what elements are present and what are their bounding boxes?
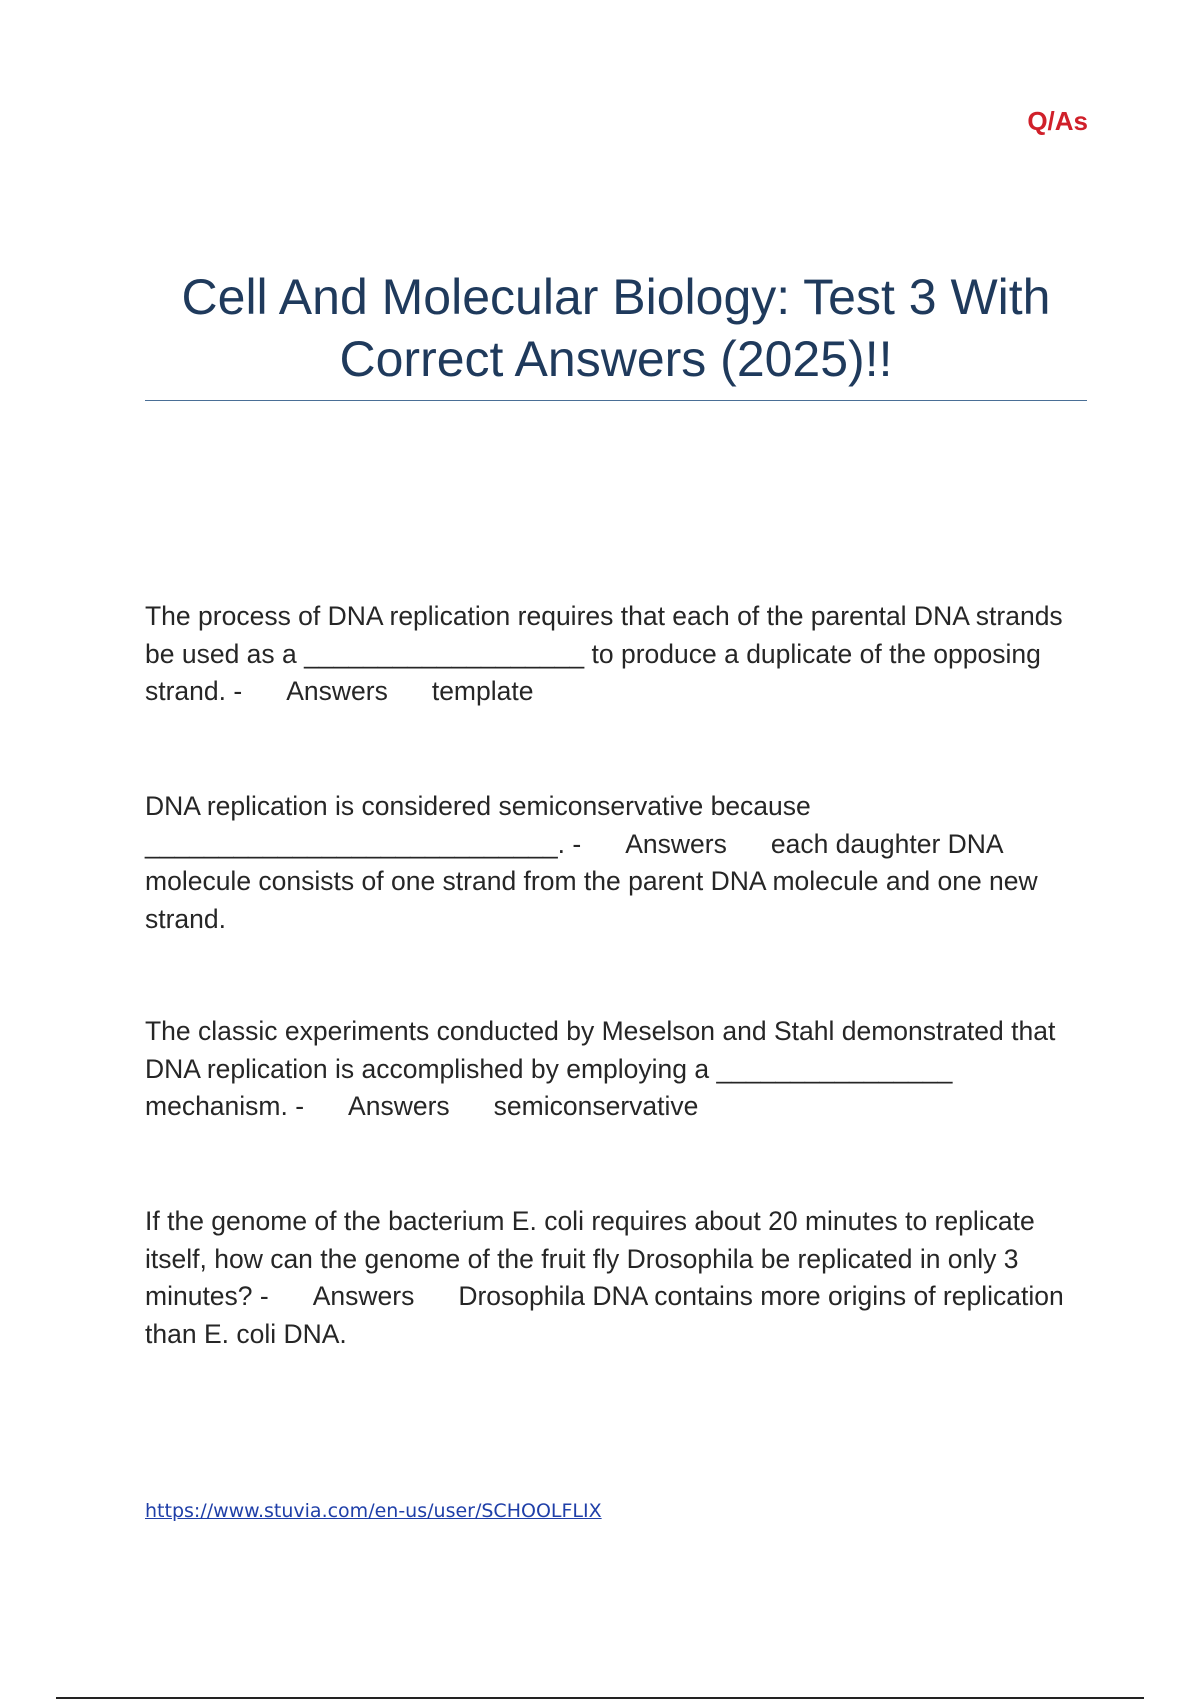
answer-text: Drosophila DNA contains more origins of replication than E. coli DNA. <box>145 1281 1064 1349</box>
qa-tag: Q/As <box>1027 106 1088 136</box>
answer-label: Answers <box>286 676 388 706</box>
qa-item-3 <box>145 1013 1090 1126</box>
qa-item-2 <box>145 788 1090 938</box>
answer-label: Answers <box>625 828 727 859</box>
answer-label: Answers <box>312 1281 415 1311</box>
qa-item-4 <box>145 1203 1090 1353</box>
answer-text: each daughter DNA molecule consists of one strand from the parent DNA molecule and one new strand. <box>145 828 1038 934</box>
question-text: If the genome of the bacterium E. coli requires about 20 minutes to replicate itself, how can the genome of the fruit fly Drosophila be replicated in only 3 minutes? - <box>145 1206 1035 1311</box>
page-footer-rule <box>56 1697 1144 1699</box>
title-underline <box>145 400 1087 401</box>
qa-item-1 <box>145 598 1090 711</box>
answer-text: semiconservative <box>493 1091 699 1121</box>
answer-text: template <box>431 676 534 706</box>
source-link[interactable]: https://www.stuvia.com/en-us/user/SCHOOLFLIX <box>145 1500 602 1522</box>
question-text: DNA replication is considered semiconservative because ____________________________. - <box>145 791 811 859</box>
question-text: The process of DNA replication requires that each of the parental DNA strands be used as a ___________________ to produce a duplicate of the opposing strand. - <box>145 601 1063 706</box>
document-title: Cell And Molecular Biology: Test 3 With Correct Answers (2025)!! <box>181 269 1051 387</box>
question-text: The classic experiments conducted by Meselson and Stahl demonstrated that DNA replication is accomplished by employing a ________________ mechanism. - <box>145 1016 1056 1121</box>
title-block <box>145 266 1087 401</box>
answer-label: Answers <box>348 1091 450 1121</box>
